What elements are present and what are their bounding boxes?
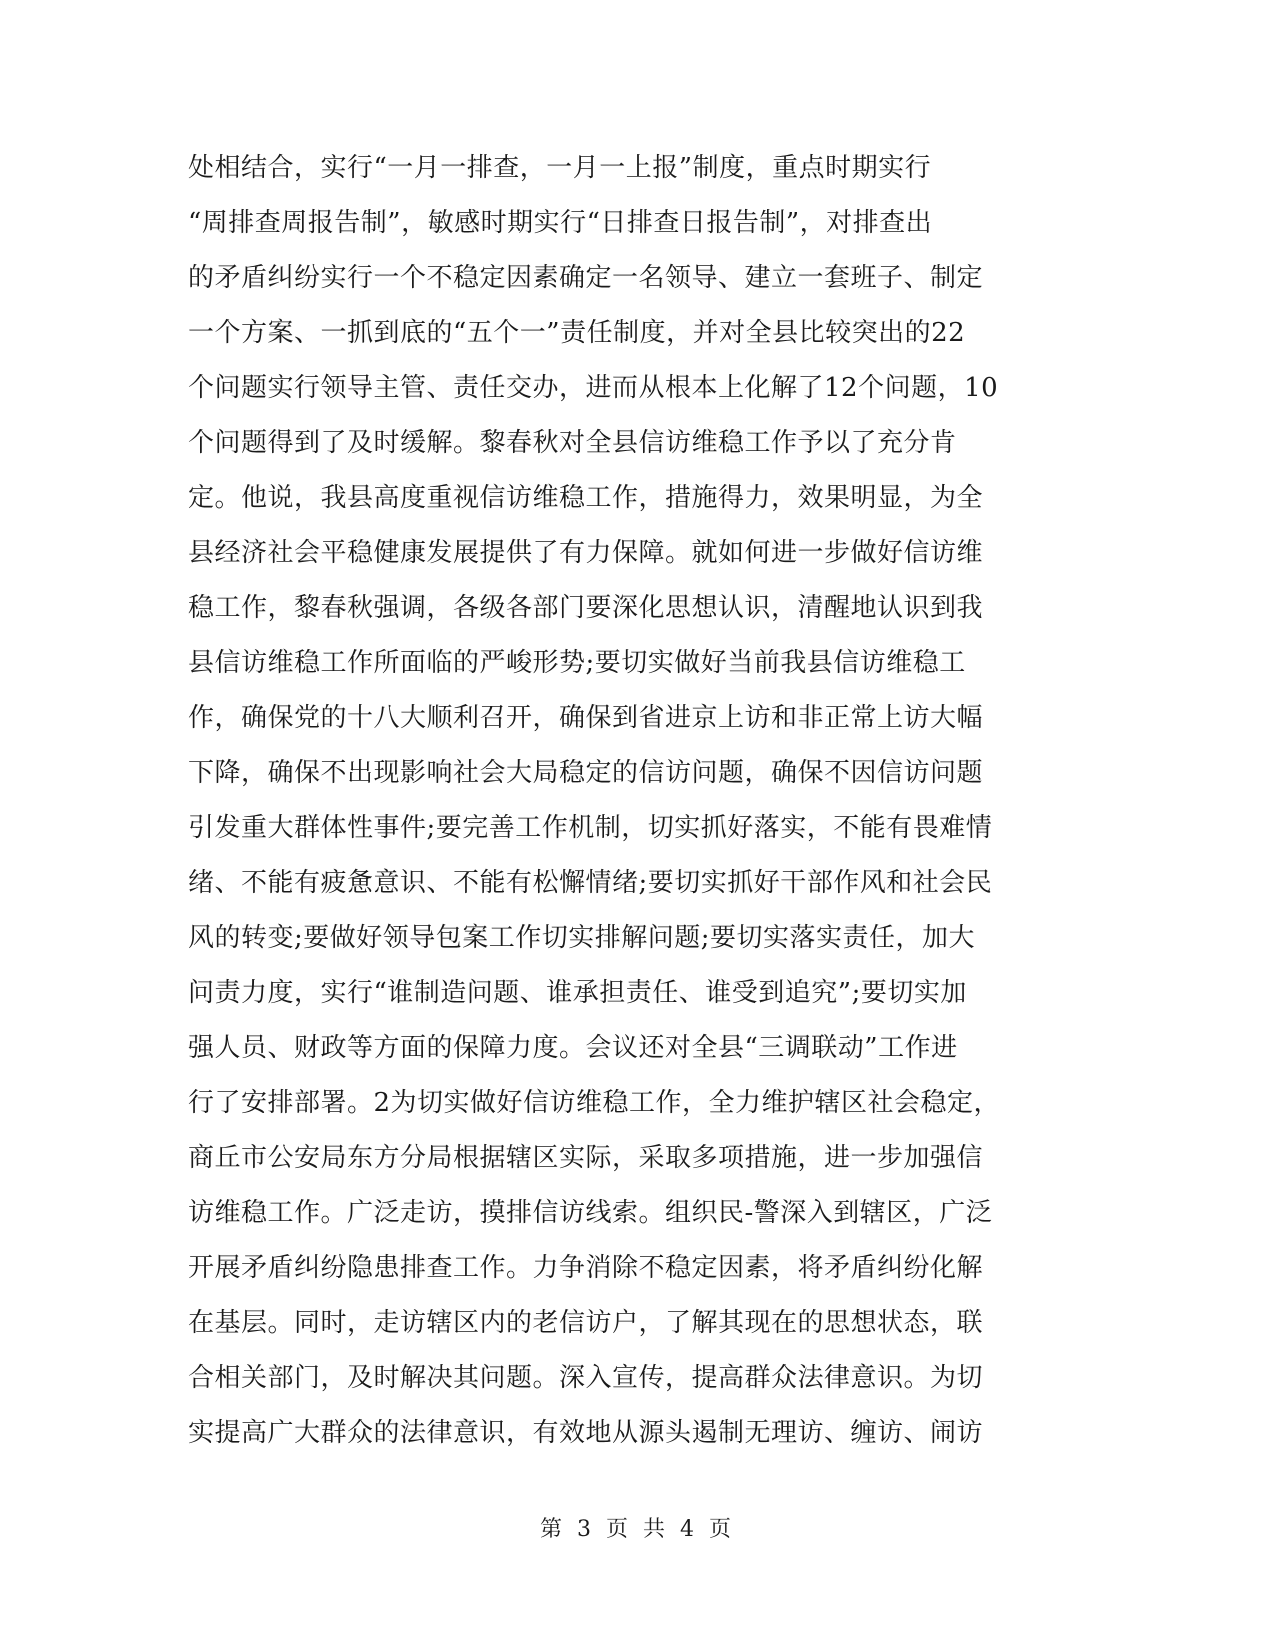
text-line: 问责力度，实行“谁制造问题、谁承担责任、谁受到追究”;要切实加 xyxy=(188,978,967,1008)
page-number-footer: 第 3 页 共 4 页 xyxy=(540,1517,735,1542)
text-line: 合相关部门，及时解决其问题。深入宣传，提高群众法律意识。为切 xyxy=(188,1363,984,1393)
text-line: 绪、不能有疲惫意识、不能有松懈情绪;要切实抓好干部作风和社会民 xyxy=(188,868,993,898)
text-line: 作，确保党的十八大顺利召开，确保到省进京上访和非正常上访大幅 xyxy=(188,703,984,733)
text-line: 县经济社会平稳健康发展提供了有力保障。就如何进一步做好信访维 xyxy=(188,538,984,568)
text-line: 定。他说，我县高度重视信访维稳工作，措施得力，效果明显，为全 xyxy=(188,483,984,513)
text-line: 个问题得到了及时缓解。黎春秋对全县信访维稳工作予以了充分肯 xyxy=(188,428,957,458)
text-line: 强人员、财政等方面的保障力度。会议还对全县“三调联动”工作进 xyxy=(188,1033,958,1063)
text-line: 一个方案、一抓到底的“五个一”责任制度，并对全县比较突出的22 xyxy=(188,318,966,348)
text-line: 稳工作，黎春秋强调，各级各部门要深化思想认识，清醒地认识到我 xyxy=(188,593,984,623)
text-line: “周排查周报告制”，敏感时期实行“日排查日报告制”，对排查出 xyxy=(188,208,933,238)
text-line: 行了安排部署。2为切实做好信访维稳工作，全力维护辖区社会稳定， xyxy=(188,1088,1001,1118)
text-line: 在基层。同时，走访辖区内的老信访户，了解其现在的思想状态，联 xyxy=(188,1308,984,1338)
text-line: 风的转变;要做好领导包案工作切实排解问题;要切实落实责任，加大 xyxy=(188,923,976,953)
text-line: 个问题实行领导主管、责任交办，进而从根本上化解了12个问题，10 xyxy=(188,373,999,403)
body-text xyxy=(188,141,1088,1461)
text-line: 的矛盾纠纷实行一个不稳定因素确定一名领导、建立一套班子、制定 xyxy=(188,263,984,293)
text-line: 访维稳工作。广泛走访，摸排信访线索。组织民-警深入到辖区，广泛 xyxy=(188,1198,993,1228)
text-line: 引发重大群体性事件;要完善工作机制，切实抓好落实，不能有畏难情 xyxy=(188,813,993,843)
text-line: 处相结合，实行“一月一排查，一月一上报”制度，重点时期实行 xyxy=(188,153,932,183)
text-line: 县信访维稳工作所面临的严峻形势;要切实做好当前我县信访维稳工 xyxy=(188,648,966,678)
text-line: 下降，确保不出现影响社会大局稳定的信访问题，确保不因信访问题 xyxy=(188,758,984,788)
text-line: 实提高广大群众的法律意识，有效地从源头遏制无理访、缠访、闹访 xyxy=(188,1418,984,1448)
text-line: 开展矛盾纠纷隐患排查工作。力争消除不稳定因素，将矛盾纠纷化解 xyxy=(188,1253,984,1283)
text-line: 商丘市公安局东方分局根据辖区实际，采取多项措施，进一步加强信 xyxy=(188,1143,984,1173)
